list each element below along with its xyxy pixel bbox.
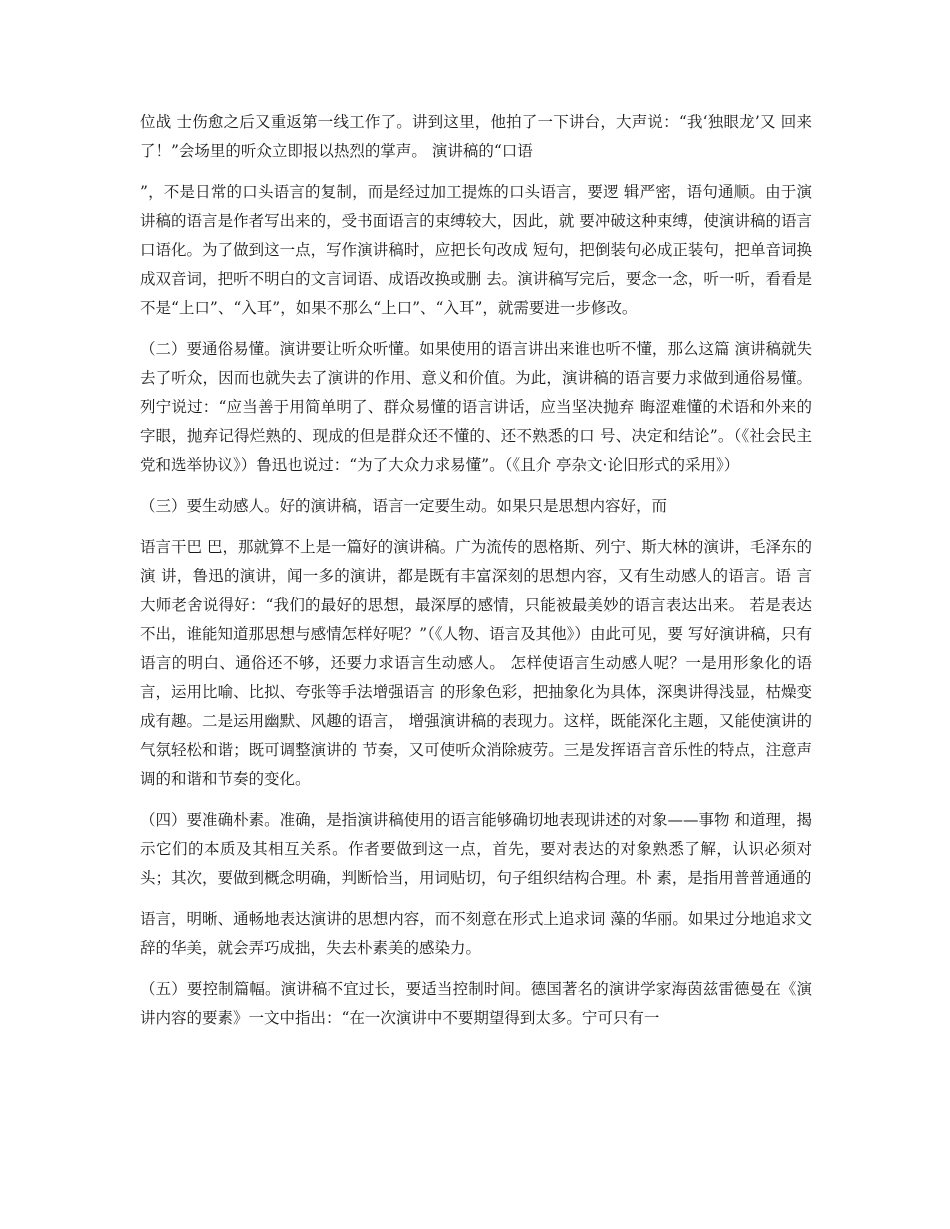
paragraph-6: （四）要准确朴素。准确，是指演讲稿使用的语言能够确切地表现讲述的对象——事物 和道理，揭示它们的本质及其相互关系。作者要做到这一点，首先，要对表达的对象熟悉了解，认识必须对头；其次，要做到概念明确，判断恰当，用词贴切，句子组织结构合理。朴 素，是指用普普通通的 bbox=[140, 811, 812, 887]
paragraph-4: （三）要生动感人。好的演讲稿，语言一定要生动。如果只是思想内容好，而 bbox=[140, 497, 668, 515]
paragraph-8: （五）要控制篇幅。演讲稿不宜过长，要适当控制时间。德国著名的演讲学家海茵兹雷德曼在《演讲内容的要素》一文中指出：“在一次演讲中不要期望得到太多。宁可只有一 bbox=[140, 980, 812, 1027]
paragraph-gap bbox=[140, 893, 812, 905]
paragraph-2: ”，不是日常的口头语言的复制，而是经过加工提炼的口头语言，要逻 辑严密，语句通顺。由于演讲稿的语言是作者写出来的，受书面语言的束缚较大，因此，就 要冲破这种束缚，使演讲稿的语言口语化。为了做到这一点，写作演讲稿时，应把长句改成 短句，把倒装句必成正装句，把单音词换成双音词，把听不明白的文言词语、成语改换或删 去。演讲稿写完后，要念一念，听一听，看看是不是“上口”、“入耳”，如果不那么“上口”、“入耳”，就需要进一步修改。 bbox=[140, 183, 812, 317]
paragraph-gap bbox=[140, 480, 812, 492]
paragraph-gap bbox=[140, 166, 812, 178]
paragraph-3: （二）要通俗易懂。演讲要让听众听懂。如果使用的语言讲出来谁也听不懂，那么这篇 演讲稿就失去了听众，因而也就失去了演讲的作用、意义和价值。为此，演讲稿的语言要力求做到通俗易懂。列宁说过：“应当善于用简单明了、群众易懂的语言讲话，应当坚决抛弃 晦涩难懂的术语和外来的字眼，抛弃记得烂熟的、现成的但是群众还不懂的、还不熟悉的口 号、决定和结论”。（《社会民主党和选举协议》）鲁迅也说过：“为了大众力求易懂”。（《且介 亭杂文·论旧形式的采用》） bbox=[140, 340, 812, 474]
paragraph-gap bbox=[140, 323, 812, 335]
paragraph-gap bbox=[140, 963, 812, 975]
paragraph-1: 位战 士伤愈之后又重返第一线工作了。讲到这里，他拍了一下讲台，大声说：“我‘独眼龙’又 回来了！”会场里的听众立即报以热烈的掌声。 演讲稿的“口语 bbox=[140, 113, 812, 160]
paragraph-7: 语言，明晰、通畅地表达演讲的思想内容，而不刻意在形式上追求词 藻的华丽。如果过分地追求文辞的华美，就会弄巧成拙，失去朴素美的感染力。 bbox=[140, 910, 812, 957]
paragraph-5: 语言干巴 巴，那就算不上是一篇好的演讲稿。广为流传的恩格斯、列宁、斯大林的演讲，毛泽东的演 讲，鲁迅的演讲，闻一多的演讲，都是既有丰富深刻的思想内容，又有生动感人的语言。语 言大师老舍说得好：“我们的最好的思想，最深厚的感情，只能被最美妙的语言表达出来。 若是表达不出，谁能知道那思想与感情怎样好呢？”（《人物、语言及其他》）由此可见，要 写好演讲稿，只有语言的明白、通俗还不够，还要力求语言生动感人。 怎样使语言生动感人呢？一是用形象化的语言，运用比喻、比拟、夸张等手法增强语言 的形象色彩，把抽象化为具体，深奥讲得浅显，枯燥变成有趣。二是运用幽默、风趣的语言， 增强演讲稿的表现力。这样，既能深化主题，又能使演讲的气氛轻松和谐；既可调整演讲的 节奏，又可使听众消除疲劳。三是发挥语言音乐性的特点，注意声调的和谐和节奏的变化。 bbox=[140, 538, 812, 788]
paragraph-gap bbox=[140, 794, 812, 806]
paragraph-gap bbox=[140, 521, 812, 533]
document-page bbox=[140, 108, 812, 1033]
